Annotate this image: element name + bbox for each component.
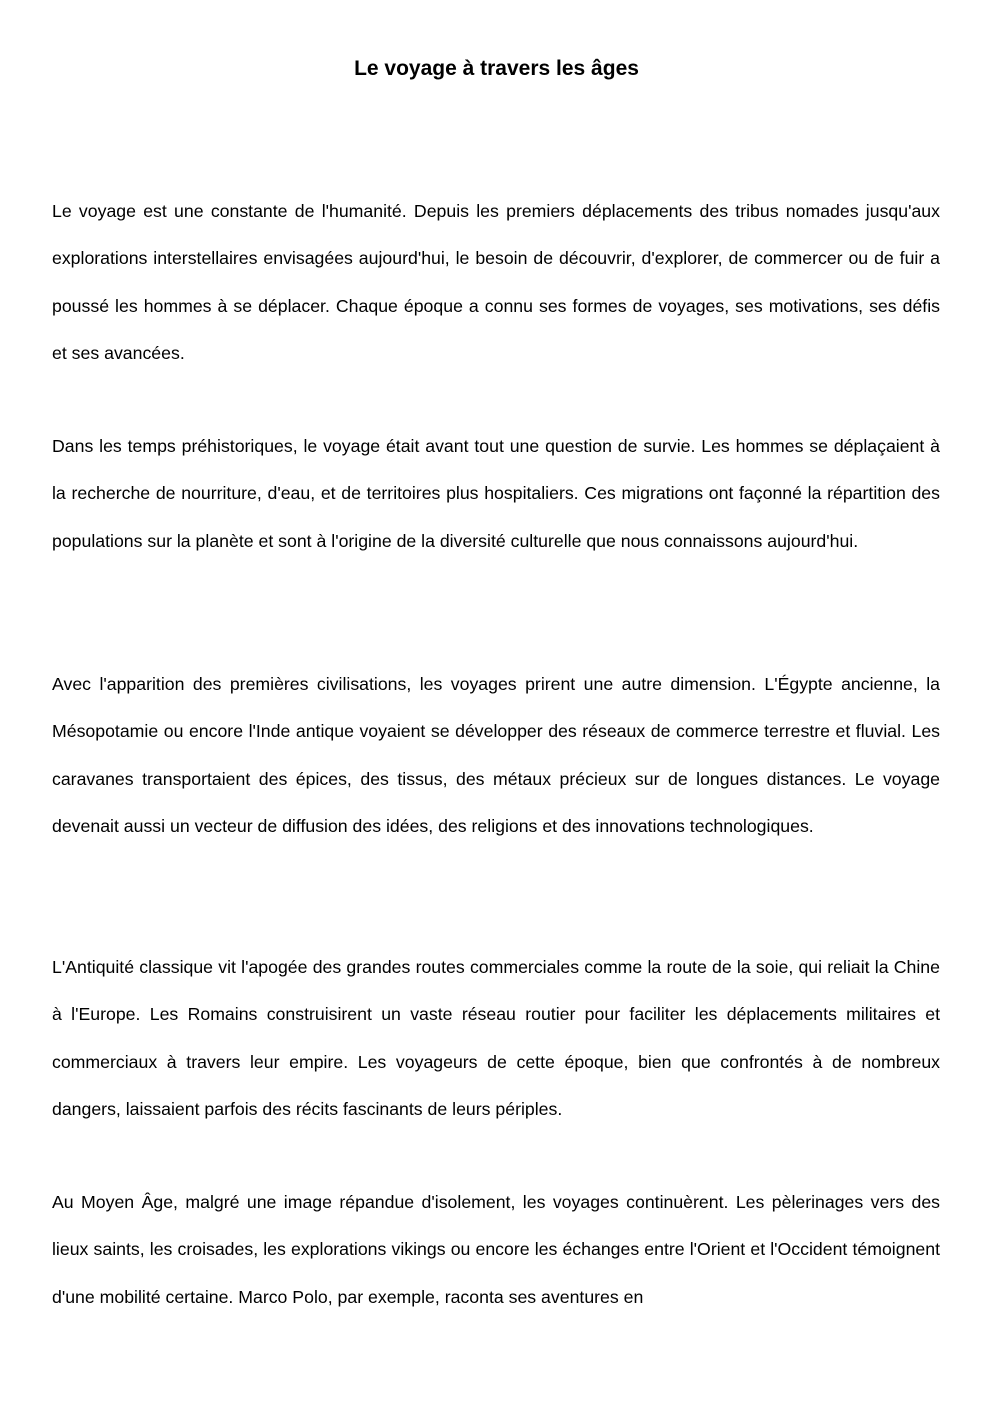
- paragraph-first-civilisations: Avec l'apparition des premières civilisations, les voyages prirent une autre dimension. L'Égypte ancienne, la Mésopotamie ou encore l'Inde antique voyaient se développer des réseaux de commerce terrestre et fluvial. Les caravanes transportaient des épices, des tissus, des métaux précieux sur de longues distances. Le voyage devenait aussi un vecteur de diffusion des idées, des religions et des innovations technologiques.: [52, 674, 940, 836]
- paragraph-prehistory: Dans les temps préhistoriques, le voyage était avant tout une question de survie. Les hommes se déplaçaient à la recherche de nourriture, d'eau, et de territoires plus hospitaliers. Ces migrations ont façonné la répartition des populations sur la planète et sont à l'origine de la diversité culturelle que nous connaissons aujourd'hui.: [52, 436, 940, 551]
- paragraph-middle-ages: Au Moyen Âge, malgré une image répandue d'isolement, les voyages continuèrent. Les pèlerinages vers des lieux saints, les croisades, les explorations vikings ou encore les échanges entre l'Orient et l'Occident témoignent d'une mobilité certaine. Marco Polo, par exemple, raconta ses aventures en: [52, 1192, 940, 1307]
- paragraph-intro: Le voyage est une constante de l'humanité. Depuis les premiers déplacements des tribus nomades jusqu'aux explorations interstellaires envisagées aujourd'hui, le besoin de découvrir, d'explorer, de commercer ou de fuir a poussé les hommes à se déplacer. Chaque époque a connu ses formes de voyages, ses motivations, ses défis et ses avancées.: [52, 201, 940, 363]
- paragraph-classical-antiquity: L'Antiquité classique vit l'apogée des grandes routes commerciales comme la route de la soie, qui reliait la Chine à l'Europe. Les Romains construisirent un vaste réseau routier pour faciliter les déplacements militaires et commerciaux à travers leur empire. Les voyageurs de cette époque, bien que confrontés à de nombreux dangers, laissaient parfois des récits fascinants de leurs périples.: [52, 957, 940, 1119]
- page-title: Le voyage à travers les âges: [354, 57, 639, 80]
